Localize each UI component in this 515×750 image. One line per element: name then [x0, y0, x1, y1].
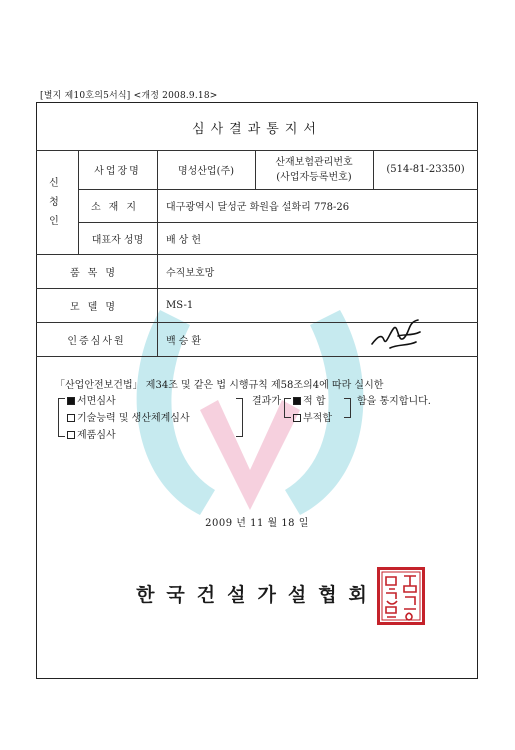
result-bracket-left: [284, 398, 291, 418]
result-bracket-right: [344, 398, 351, 418]
checkbox-checked-icon: [67, 397, 75, 405]
statement-line: 「산업안전보건법」 제34조 및 같은 법 시행규칙 제58조의4에 따라 실시한: [55, 380, 384, 391]
document-title: 심사결과통지서: [192, 122, 322, 137]
table-bottom-line: [36, 356, 478, 357]
item-label: 품목명: [70, 267, 123, 279]
options-bracket-right: [236, 398, 243, 437]
option-product-review: [67, 426, 116, 441]
company-value: 명성산업(주): [177, 166, 235, 177]
reg-label: [255, 150, 373, 189]
address-label: 소재지: [91, 202, 144, 213]
company-label: 사업장명: [94, 166, 141, 177]
checkbox-checked-icon: [293, 397, 301, 405]
address-value: 대구광역시 달성군 화원읍 설화리 778-26: [166, 202, 350, 213]
form-reference: [별지 제10호의5서식] <개정 2008.9.18>: [40, 91, 218, 101]
option-document-label: 서면심사: [77, 396, 116, 407]
model-value: MS-1: [166, 299, 194, 311]
checkbox-empty-icon: [293, 414, 301, 422]
reg-value: (514-81-23350): [386, 164, 465, 175]
option-capability-review: [67, 409, 190, 424]
checkbox-empty-icon: [67, 431, 75, 439]
applicant-label-char: 인: [49, 215, 59, 227]
issue-date: 2009 년 11 월 18 일: [205, 518, 309, 529]
examiner-signature: [368, 314, 428, 354]
options-bracket-left: [58, 398, 65, 437]
examiner-value: 백승환: [166, 335, 204, 347]
result-suffix: 함을 통지합니다.: [357, 396, 431, 407]
applicant-label: [46, 163, 62, 241]
option-capability-label: 기술능력 및 생산체계심사: [77, 413, 190, 424]
official-seal: [377, 567, 425, 625]
result-pass: [293, 392, 326, 407]
organization-name: 한국건설가설협회: [136, 584, 379, 606]
result-prefix: 결과가: [252, 396, 281, 407]
result-fail: [293, 409, 332, 424]
result-fail-label: 부적합: [303, 413, 332, 424]
applicant-label-char: 신: [49, 177, 59, 189]
representative-label: 대표자 성명: [91, 234, 144, 246]
reg-label-line2: (사업자등록번호): [276, 171, 352, 183]
option-product-label: 제품심사: [77, 430, 116, 441]
applicant-label-char: 청: [49, 196, 59, 208]
model-label: 모델명: [70, 301, 123, 313]
item-value: 수직보호망: [166, 267, 215, 279]
checkbox-empty-icon: [67, 414, 75, 422]
option-document-review: [67, 392, 116, 407]
representative-value: 배상헌: [166, 234, 204, 246]
reg-label-line1: 산재보험관리번호: [275, 156, 353, 168]
examiner-label: 인증심사원: [67, 335, 126, 347]
result-pass-label: 적 합: [303, 396, 326, 407]
